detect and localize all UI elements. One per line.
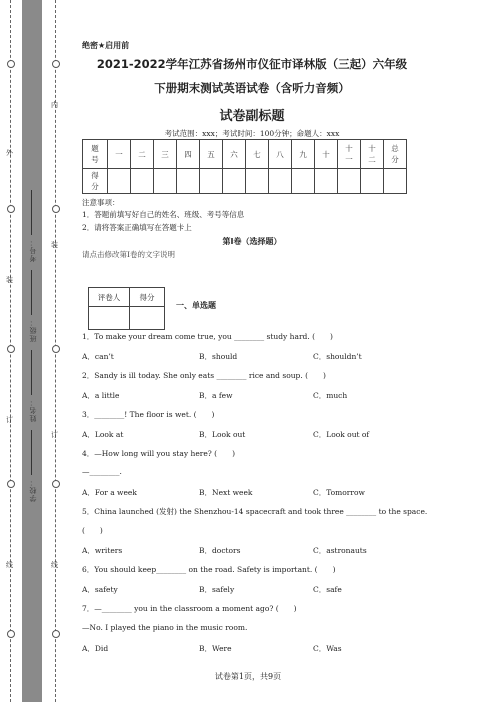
option-c[interactable]: C．safe: [313, 585, 342, 594]
note-item: 2．请将答案正确填写在答题卡上: [82, 223, 192, 232]
exam-number-label: 考号：: [29, 238, 37, 262]
binding-word: 装: [51, 241, 58, 249]
question-stem: 6．You should keep________ on the road. Safety is important. ( ): [82, 565, 336, 574]
option-c[interactable]: C．Tomorrow: [313, 488, 365, 497]
binding-word: 内: [51, 101, 58, 109]
score-cell: [361, 169, 384, 194]
exam-number-line[interactable]: [31, 190, 32, 235]
score-cell: [177, 169, 200, 194]
grader-table: [88, 287, 165, 330]
score-header: 得分: [130, 288, 165, 307]
grader-header: 评卷人: [89, 288, 130, 307]
score-header-cell: 六: [223, 140, 246, 169]
score-header-cell: 总 分: [384, 140, 407, 169]
name-field-label: 姓名：: [29, 398, 37, 422]
binding-circle: [52, 205, 60, 213]
option-c[interactable]: C．Was: [313, 644, 342, 653]
question-stem: 1．To make your dream come true, you ________ study hard. ( ): [82, 332, 333, 341]
score-header-cell: 十 一: [338, 140, 361, 169]
volume-hint: 请点击修改第I卷的文字说明: [82, 250, 175, 259]
binding-circle: [7, 60, 15, 68]
question-stem: 3．________! The floor is wet. ( ): [82, 410, 215, 419]
score-header-cell: 八: [269, 140, 292, 169]
gray-binding-strip: [22, 0, 42, 702]
score-table: [82, 139, 407, 194]
option-c[interactable]: C．astronauts: [313, 546, 367, 555]
question-stem: 4．—How long will you stay here? ( ): [82, 449, 236, 458]
score-cell: [292, 169, 315, 194]
grader-cell: [89, 307, 130, 330]
binding-word: 外: [6, 149, 13, 157]
question-stem-line2: —________.: [82, 467, 122, 476]
binding-word: 装: [6, 276, 13, 284]
binding-circle: [7, 205, 15, 213]
score-row-label: 得 分: [83, 169, 108, 194]
binding-word: 订: [51, 431, 58, 439]
score-cell: [154, 169, 177, 194]
binding-circle: [52, 345, 60, 353]
binding-word: 订: [6, 416, 13, 424]
option-b[interactable]: B．safely: [199, 585, 235, 594]
score-header-cell: 九: [292, 140, 315, 169]
school-field-line[interactable]: [31, 430, 32, 475]
score-cell: [384, 169, 407, 194]
exam-subtitle: 试卷副标题: [219, 109, 285, 124]
question-stem-line2: ( ): [82, 526, 103, 535]
score-cell: [338, 169, 361, 194]
option-b[interactable]: B．Next week: [199, 488, 253, 497]
score-cell: [131, 169, 154, 194]
notes-heading: 注意事项：: [82, 198, 120, 207]
score-header-cell: 五: [200, 140, 223, 169]
option-a[interactable]: A．For a week: [82, 488, 137, 497]
option-a[interactable]: A．writers: [82, 546, 123, 555]
score-cell: [246, 169, 269, 194]
option-a[interactable]: A．a little: [82, 391, 120, 400]
binding-circle: [52, 630, 60, 638]
option-c[interactable]: C．shouldn’t: [313, 352, 362, 361]
score-header-cell: 二: [131, 140, 154, 169]
binding-circle: [52, 60, 60, 68]
exam-title-line1: 2021-2022学年江苏省扬州市仪征市译林版（三起）六年级: [96, 57, 408, 71]
binding-circle: [52, 480, 60, 488]
option-c[interactable]: C．Look out of: [313, 430, 370, 439]
score-header-cell: 七: [246, 140, 269, 169]
note-item: 1．答题前填写好自己的姓名、班级、考号等信息: [82, 210, 245, 219]
option-b[interactable]: B．Look out: [199, 430, 246, 439]
option-c[interactable]: C．much: [313, 391, 348, 400]
name-field-line[interactable]: [31, 350, 32, 395]
score-header-cell: 四: [177, 140, 200, 169]
score-header-cell: 十 二: [361, 140, 384, 169]
score-cell: [108, 169, 131, 194]
option-a[interactable]: A．Look at: [82, 430, 124, 439]
score-header-cell: 题 号: [83, 140, 108, 169]
option-b[interactable]: B．should: [199, 352, 238, 361]
option-a[interactable]: A．can’t: [82, 352, 114, 361]
option-a[interactable]: A．Did: [82, 644, 109, 653]
score-cell: [130, 307, 165, 330]
exam-title-line2: 下册期末测试英语试卷（含听力音频）: [154, 81, 350, 95]
school-field-label: 学校：: [29, 478, 37, 502]
score-cell: [200, 169, 223, 194]
section-title: 一、单选题: [176, 301, 216, 310]
exam-info: 考试范围：xxx；考试时间：100分钟；命题人：xxx: [164, 129, 340, 138]
score-header-cell: 十: [315, 140, 338, 169]
score-cell: [223, 169, 246, 194]
binding-word: 线: [51, 561, 58, 569]
binding-circle: [7, 630, 15, 638]
secret-label: 绝密★启用前: [82, 41, 130, 50]
binding-circle: [7, 345, 15, 353]
volume-title: 第I卷（选择题）: [222, 237, 282, 246]
class-field-line[interactable]: [31, 270, 32, 315]
class-field-label: 班级：: [29, 318, 37, 342]
question-stem-line2: —No. I played the piano in the music room.: [82, 623, 248, 632]
option-b[interactable]: B．Were: [199, 644, 232, 653]
binding-circle: [7, 480, 15, 488]
score-header-cell: 一: [108, 140, 131, 169]
binding-word: 线: [6, 561, 13, 569]
page-footer: 试卷第1页，共9页: [214, 672, 282, 681]
score-header-cell: 三: [154, 140, 177, 169]
score-cell: [269, 169, 292, 194]
question-stem: 7．—________ you in the classroom a moment ago? ( ): [82, 604, 297, 613]
score-cell: [315, 169, 338, 194]
option-b[interactable]: B．doctors: [199, 546, 241, 555]
option-b[interactable]: B．a few: [199, 391, 233, 400]
question-stem: 2．Sandy is ill today. She only eats ________ rice and soup. ( ): [82, 371, 326, 380]
question-stem: 5．China launched (发射) the Shenzhou-14 spacecraft and took three ________ to the space.: [82, 507, 428, 516]
option-a[interactable]: A．safety: [82, 585, 118, 594]
